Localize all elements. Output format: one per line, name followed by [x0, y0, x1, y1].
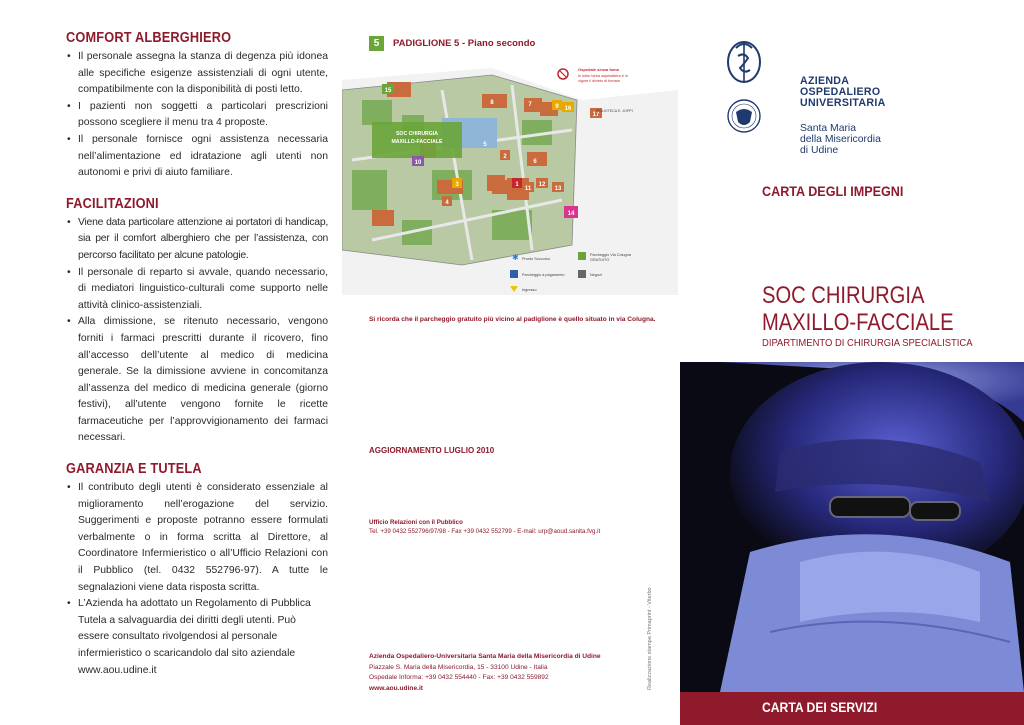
- map-svg: [342, 60, 678, 295]
- logo-line: OSPEDALIERO: [800, 86, 881, 98]
- section-facilitazioni: [66, 196, 328, 447]
- shops-icon: [578, 270, 586, 278]
- footer-bar: [680, 692, 1024, 725]
- section-title: FACILITAZIONI: [66, 195, 159, 212]
- building-number: 1: [515, 182, 519, 188]
- building-number: 11: [524, 186, 532, 192]
- print-credit: Realizzazione stampa Primaprint - Viterbo: [647, 587, 653, 690]
- list-item: • Il personale fornisce ogni assistenza necessaria nell’alimentazione ed idratazione agli utenti non autonomi e privi di aiuto familiare.: [66, 132, 328, 182]
- map-note: Si ricorda che il parcheggio gratuito più vicino al padiglione è quello situato in via Colugna.: [369, 316, 656, 323]
- section-title: COMFORT ALBERGHIERO: [66, 30, 232, 46]
- legend-free-parking-2: GRATUITO: [590, 258, 610, 262]
- phone-line: Ospedale Informa: +39 0432 554440 - Fax: +39 0432 559892: [369, 674, 549, 682]
- logo-line: AZIENDA: [800, 75, 850, 87]
- logo-emblem-icon: [714, 36, 774, 146]
- department-subtitle: DIPARTIMENTO DI CHIRURGIA SPECIALISTICA: [762, 337, 973, 349]
- footer-title: CARTA DEI SERVIZI: [762, 700, 878, 715]
- building-number: 15: [384, 88, 392, 94]
- surgeon-photo: [680, 362, 1024, 692]
- logo-subname: [800, 123, 881, 156]
- logo-line: UNIVERSITARIA: [800, 97, 886, 109]
- legend-shops: Negozi: [590, 273, 602, 277]
- legend-paid-parking: Parcheggio a pagamento: [522, 273, 565, 277]
- hospital-logo: [714, 36, 974, 156]
- building-number: 5: [483, 142, 487, 148]
- address-line: Piazzale S. Maria della Misericordia, 15 - 33100 Udine - Italia: [369, 663, 548, 671]
- urp-contacts: Tel. +39 0432 552796/97/98 - Fax +39 0432 552799 - E-mail: urp@aoud.sanita.fvg.it: [369, 528, 601, 535]
- building-number: 9: [555, 104, 559, 110]
- website-link[interactable]: www.aou.udine.it: [369, 684, 423, 692]
- page-title: [762, 282, 954, 336]
- address-block: [369, 652, 601, 694]
- no-smoking-line1: In tutta l’area ospedaliera è in: [578, 74, 628, 78]
- title-line: SOC CHIRURGIA: [762, 282, 925, 309]
- highlight-label-line1: SOC CHIRURGIA: [395, 131, 439, 137]
- logo-line: della Misericordia: [800, 134, 881, 145]
- address-title: Azienda Ospedaliero-Universitaria Santa Maria della Misericordia di Udine: [369, 653, 601, 660]
- list-item: • L’Azienda ha adottato un Regolamento di Pubblica Tutela a salvaguardia dei diritti degli utenti. Può essere consultato rivolgendosi al personale infermieristico o scaricandolo dal sito aziendale www.aou.udine.it: [66, 596, 328, 679]
- legend-free-parking-1: Parcheggio Via Colugna: [590, 253, 631, 257]
- title-line: MAXILLO-FACCIALE: [762, 309, 954, 336]
- building-number: 3: [455, 182, 459, 188]
- list-item: • Alla dimissione, se ritenuto necessario, vengono forniti i farmaci prescritti durante il ricovero, fino all’accesso dell’utente al medico di medicina generale. Se la dimissione avviene in concomitanza all’assenza del medico di medicina generale (giorno festivi), all’utente vengono fornite le ricette farmaceutiche per l’approvvigionamento dei farmaci necessari.: [66, 314, 328, 447]
- list-item: • Il contributo degli utenti è considerato essenziale al miglioramento nell’erogazione del servizio. Suggerimenti e proposte potranno essere formulati verbalmente o in forma scritta al Direttore, al Coordinatore Infermieristico o all’Ufficio Relazioni con il Pubblico (tel. 0432 552796-97). A tutte le segnalazioni viene data risposta scritta.: [66, 480, 328, 596]
- middle-panel: [342, 0, 678, 725]
- building-number: 17: [592, 112, 600, 118]
- left-panel: [0, 0, 340, 725]
- building-number: 8: [490, 100, 494, 106]
- legend-entrance: Ingresso: [522, 288, 537, 292]
- pavilion-title: PADIGLIONE 5 - Piano secondo: [393, 38, 536, 49]
- hospital-map: [342, 60, 678, 295]
- list-item: • Il personale di reparto si avvale, quando necessario, di mediatori linguistico-culturali come supporto nelle attività clinico-assistenziali.: [66, 265, 328, 315]
- library-label: BIBLIOTECA E. JOPPI: [596, 109, 633, 113]
- section-comfort: [66, 30, 328, 182]
- bullet-list: [66, 49, 328, 182]
- legend-emergency: Pronto Soccorso: [522, 257, 551, 261]
- bullet-list: [66, 215, 328, 447]
- no-smoking-title: Ospedale senza fumo: [578, 67, 620, 72]
- building-number: 14: [567, 211, 575, 217]
- logo-line: Santa Maria: [800, 123, 857, 134]
- section-title: GARANZIA E TUTELA: [66, 461, 202, 478]
- right-panel: [680, 0, 1024, 725]
- list-item: • Il personale assegna la stanza di degenza più idonea alle specifiche esigenze assistenziali di ogni utente, compatibilmente con la disponibilità di posti letto.: [66, 49, 328, 99]
- building-number: 12: [538, 182, 546, 188]
- pavilion-badge: 5: [369, 36, 384, 51]
- building-number: 10: [414, 160, 422, 166]
- building-number: 16: [564, 106, 572, 112]
- building-number: 7: [528, 102, 532, 108]
- list-item: • I pazienti non soggetti a particolari prescrizioni possono scegliere il menu tra 4 proposte.: [66, 99, 328, 132]
- building-number: 2: [503, 154, 507, 160]
- no-smoking-line2: vigore il divieto di fumare.: [578, 79, 622, 83]
- update-date: AGGIORNAMENTO LUGLIO 2010: [369, 446, 495, 455]
- highlight-label-line2: MAXILLO-FACCIALE: [391, 139, 443, 145]
- urp-title: Ufficio Relazioni con il Pubblico: [369, 519, 463, 526]
- bullet-list: [66, 480, 328, 679]
- emergency-icon: ✱: [512, 253, 519, 262]
- building-number: 6: [533, 159, 537, 165]
- free-parking-icon: [578, 252, 586, 260]
- pavilion-header: [369, 36, 535, 51]
- parking-icon: [510, 270, 518, 278]
- logo-name: [800, 76, 886, 109]
- building-number: 4: [445, 200, 449, 206]
- building-number: 13: [554, 186, 562, 192]
- carta-impegni-heading: CARTA DEGLI IMPEGNI: [762, 183, 904, 199]
- section-garanzia: [66, 461, 328, 679]
- logo-line: di Udine: [800, 145, 839, 156]
- list-item: • Viene data particolare attenzione ai portatori di handicap, sia per il comfort alberghiero che per l’assistenza, con percorso facilitato per alcune patologie.: [66, 215, 328, 265]
